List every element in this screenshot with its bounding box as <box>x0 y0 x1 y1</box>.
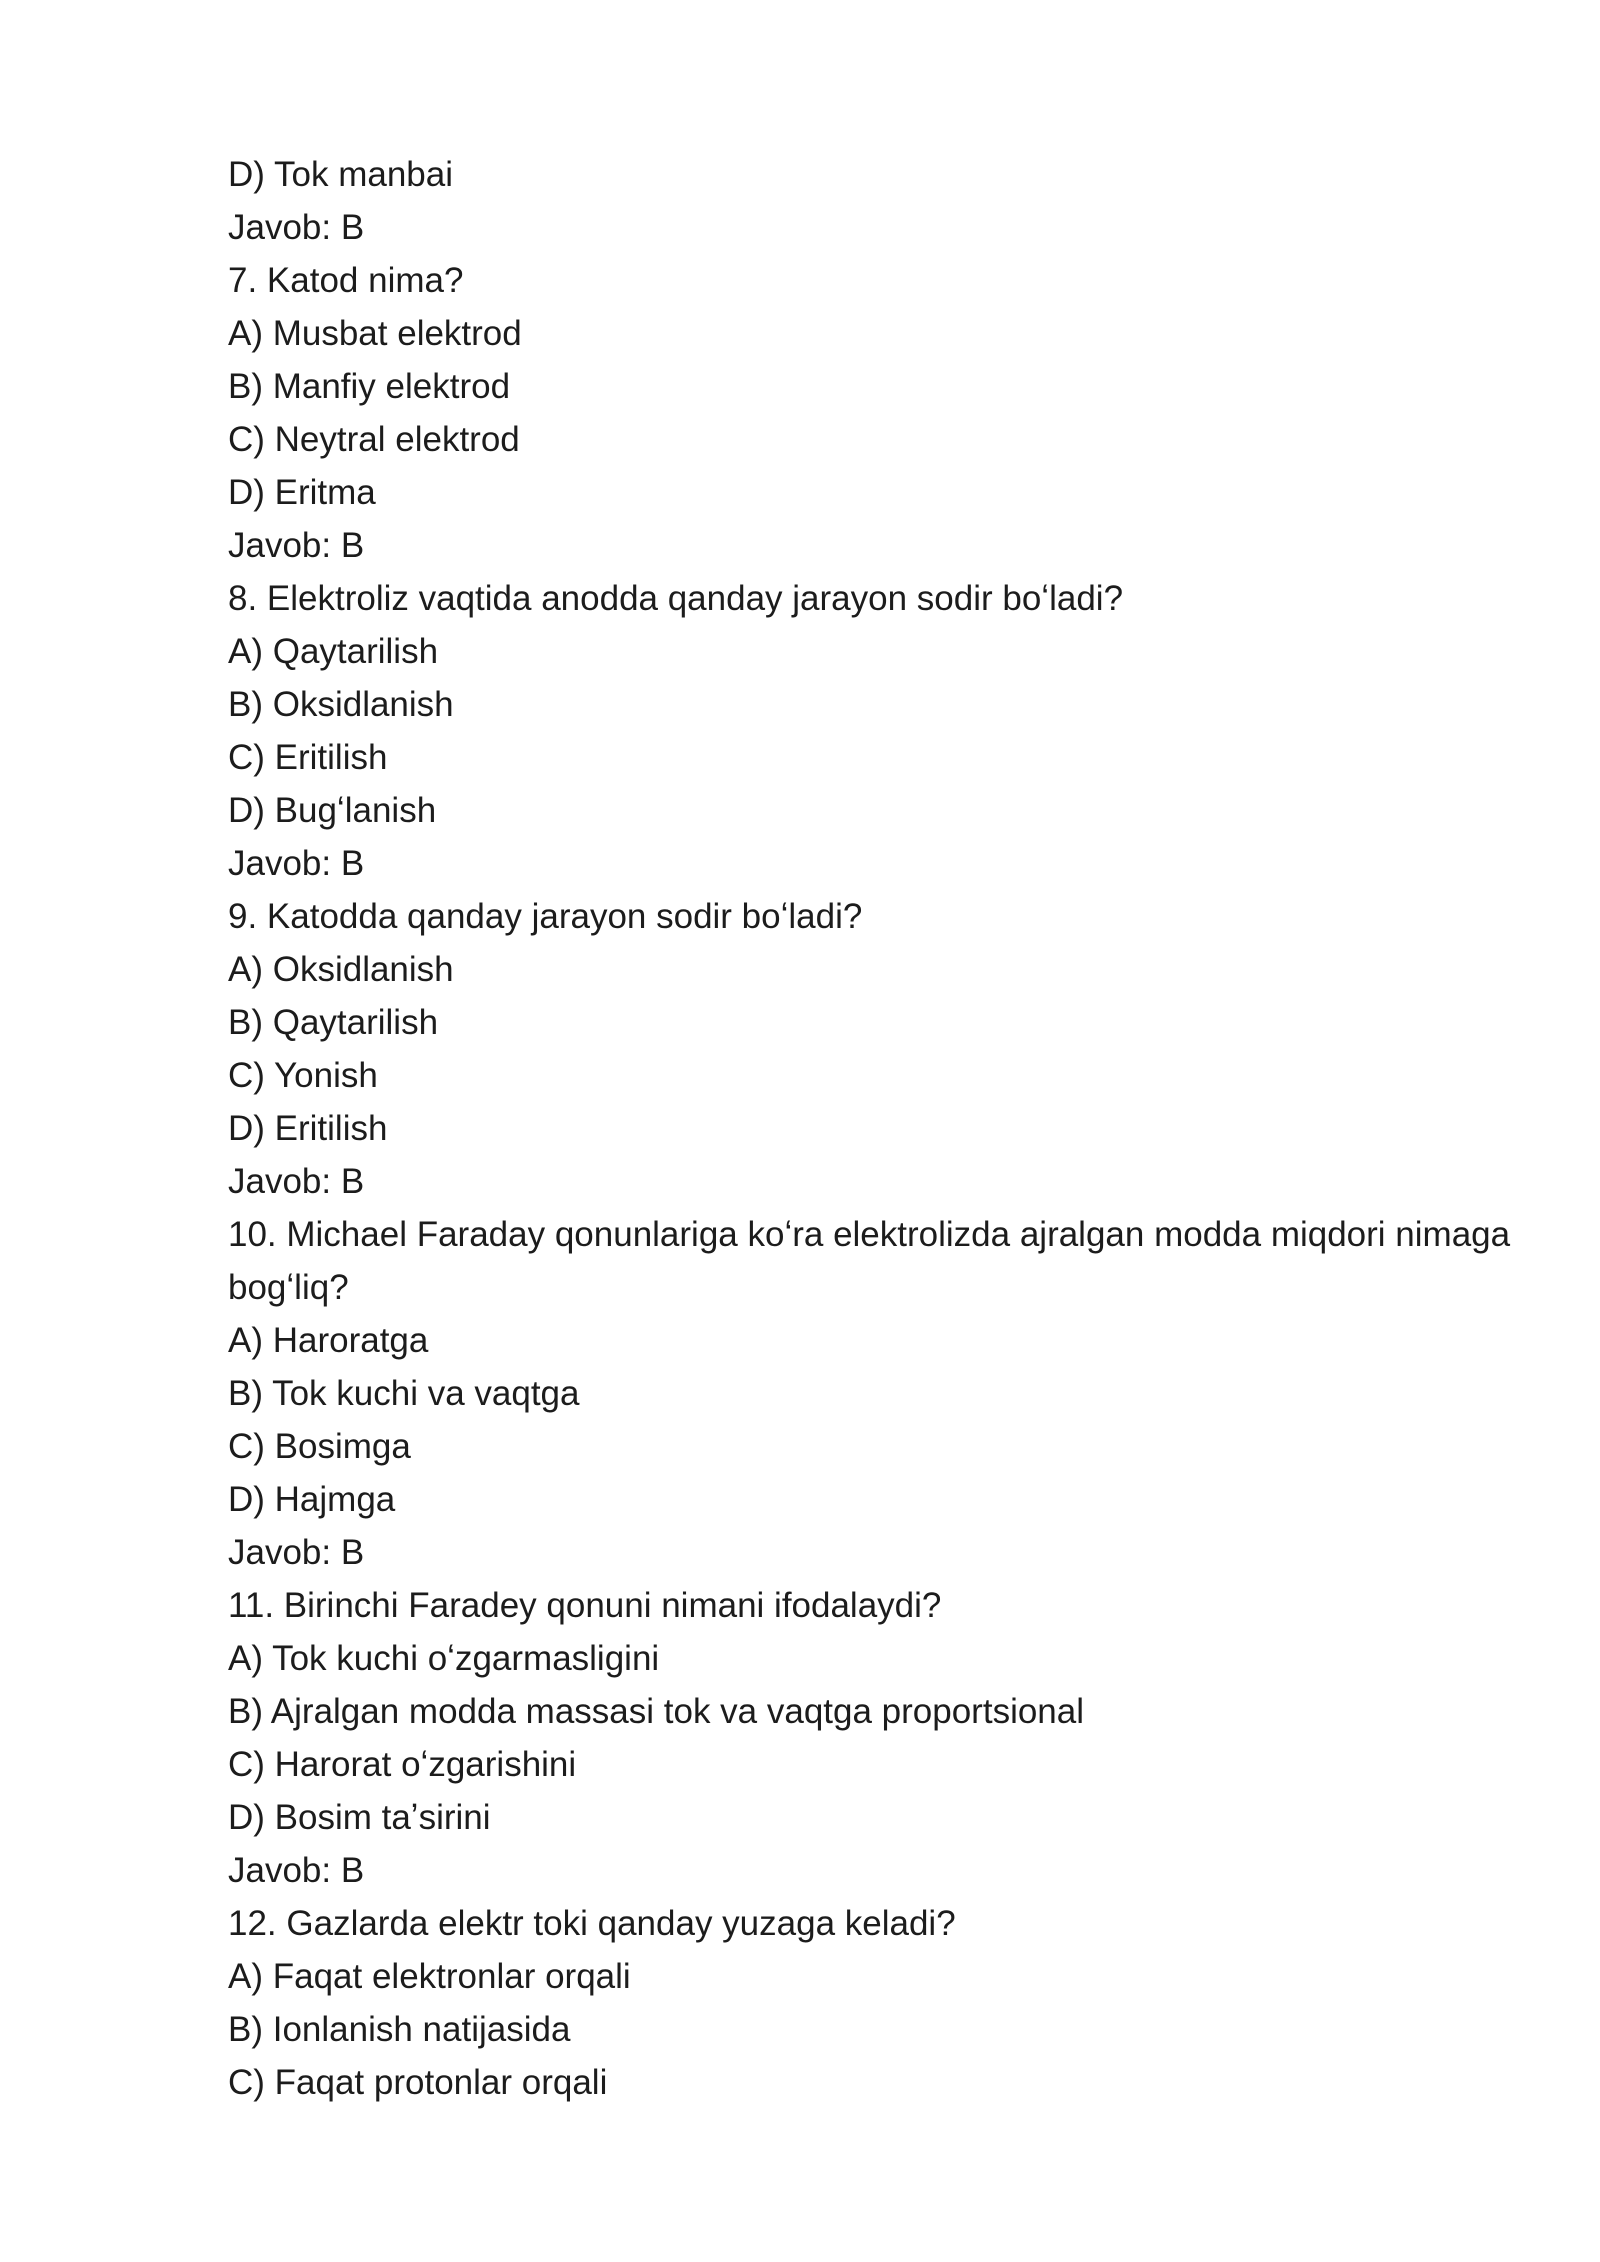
question-line-continuation: bogʻliq? <box>228 1268 349 1307</box>
option-line: D) Eritma <box>228 473 376 512</box>
option-line: A) Musbat elektrod <box>228 314 522 353</box>
option-line: C) Bosimga <box>228 1427 411 1466</box>
question-line: 8. Elektroliz vaqtida anodda qanday jarayon sodir boʻladi? <box>228 579 1124 618</box>
option-line: B) Tok kuchi va vaqtga <box>228 1374 580 1413</box>
option-line: C) Eritilish <box>228 738 388 777</box>
option-line: B) Oksidlanish <box>228 685 454 724</box>
question-line: 9. Katodda qanday jarayon sodir boʻladi? <box>228 897 863 936</box>
option-line: D) Hajmga <box>228 1480 396 1519</box>
option-line: A) Haroratga <box>228 1321 429 1360</box>
answer-line: Javob: B <box>228 844 365 883</box>
option-line: D) Bugʻlanish <box>228 791 437 830</box>
option-line: D) Eritilish <box>228 1109 388 1148</box>
option-line: C) Harorat oʻzgarishini <box>228 1745 577 1784</box>
option-line: B) Ajralgan modda massasi tok va vaqtga proportsional <box>228 1692 1085 1731</box>
option-line: C) Neytral elektrod <box>228 420 520 459</box>
answer-line: Javob: B <box>228 1851 365 1890</box>
answer-line: Javob: B <box>228 526 365 565</box>
option-line: A) Tok kuchi oʻzgarmasligini <box>228 1639 660 1678</box>
question-line: 10. Michael Faraday qonunlariga koʻra elektrolizda ajralgan modda miqdori nimaga <box>228 1215 1511 1254</box>
answer-line: Javob: B <box>228 208 365 247</box>
option-line: B) Qaytarilish <box>228 1003 439 1042</box>
option-line: A) Faqat elektronlar orqali <box>228 1957 631 1996</box>
document-text <box>228 148 1528 2109</box>
option-line: C) Yonish <box>228 1056 378 1095</box>
option-line: D) Tok manbai <box>228 155 454 194</box>
option-line: D) Bosim taʼsirini <box>228 1798 491 1837</box>
question-line: 7. Katod nima? <box>228 261 464 300</box>
question-line: 11. Birinchi Faradey qonuni nimani ifodalaydi? <box>228 1586 942 1625</box>
answer-line: Javob: B <box>228 1162 365 1201</box>
option-line: B) Manfiy elektrod <box>228 367 511 406</box>
question-line: 12. Gazlarda elektr toki qanday yuzaga keladi? <box>228 1904 956 1943</box>
option-line: B) Ionlanish natijasida <box>228 2010 571 2049</box>
answer-line: Javob: B <box>228 1533 365 1572</box>
option-line: C) Faqat protonlar orqali <box>228 2063 608 2102</box>
option-line: A) Qaytarilish <box>228 632 439 671</box>
option-line: A) Oksidlanish <box>228 950 454 989</box>
